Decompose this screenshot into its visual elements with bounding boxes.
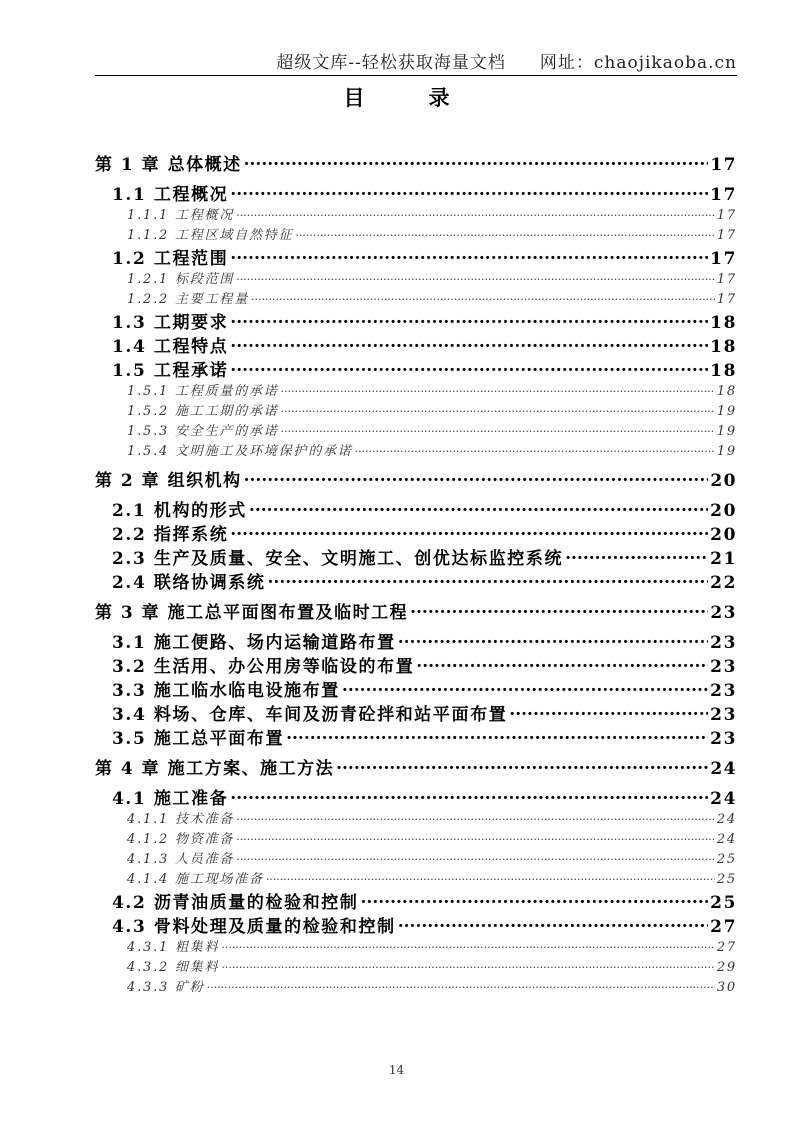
dot-leader (281, 383, 715, 395)
toc-entry-page: 20 (710, 471, 737, 491)
dot-leader (230, 788, 708, 804)
toc-entry-page: 23 (710, 633, 737, 653)
toc-entry-label: 4.3.1 粗集料 (127, 940, 220, 955)
toc-entry-page: 18 (710, 337, 737, 357)
toc-entry-page: 21 (710, 549, 737, 569)
dot-leader (236, 271, 715, 283)
toc-entry-page: 19 (716, 404, 737, 419)
toc-entry-section[interactable] (95, 544, 737, 568)
toc-entry-section[interactable] (95, 676, 737, 700)
toc-entry-sub[interactable] (95, 380, 737, 400)
dot-leader (342, 680, 708, 696)
toc-entry-page: 20 (710, 501, 737, 521)
toc-entry-section[interactable] (95, 356, 737, 380)
toc-entry-page: 24 (716, 832, 737, 847)
dot-leader (244, 154, 709, 170)
header-url: 网址：chaojikaoba.cn (539, 53, 737, 73)
toc-entry-page: 25 (716, 852, 737, 867)
toc-entry-section[interactable] (95, 652, 737, 676)
toc-entry-sub[interactable] (95, 956, 737, 976)
toc-entry-label: 1.1.1 工程概况 (127, 208, 235, 223)
dot-leader (565, 548, 708, 564)
title-char-1: 目 (343, 85, 365, 110)
dot-leader (509, 704, 708, 720)
toc-entry-page: 17 (716, 208, 737, 223)
dot-leader (236, 851, 715, 863)
toc-entry-page: 23 (710, 657, 737, 677)
toc-entry-label: 4.1.1 技术准备 (127, 812, 235, 827)
toc-entry-section[interactable] (95, 308, 737, 332)
toc-entry-label: 4.2 沥青油质量的检验和控制 (112, 893, 359, 913)
toc-entry-page: 17 (716, 292, 737, 307)
dot-leader (268, 572, 709, 588)
toc-entry-label: 4.1 施工准备 (112, 789, 229, 809)
toc-entry-label: 1.1 工程概况 (112, 185, 229, 205)
toc-entry-page: 17 (716, 228, 737, 243)
toc-entry-page: 27 (710, 917, 737, 937)
toc-entry-chapter[interactable] (95, 150, 737, 180)
toc-entry-sub[interactable] (95, 868, 737, 888)
toc-entry-label: 4.3 骨料处理及质量的检验和控制 (112, 917, 396, 937)
toc-entry-label: 3.2 生活用、办公用房等临设的布置 (112, 657, 415, 677)
toc-entry-chapter[interactable] (95, 598, 737, 628)
dot-leader (221, 939, 714, 951)
dot-leader (236, 207, 715, 219)
toc-entry-label: 3.3 施工临水临电设施布置 (112, 681, 340, 701)
toc-entry-label: 2.3 生产及质量、安全、文明施工、创优达标监控系统 (112, 549, 564, 569)
toc-entry-page: 17 (710, 155, 737, 175)
toc-entry-sub[interactable] (95, 268, 737, 288)
dot-leader (230, 184, 708, 200)
toc-entry-section[interactable] (95, 784, 737, 808)
toc-entry-page: 22 (710, 573, 737, 593)
toc-entry-label: 4.1.3 人员准备 (127, 852, 235, 867)
toc-entry-sub[interactable] (95, 288, 737, 308)
dot-leader (230, 524, 708, 540)
toc-entry-page: 18 (716, 384, 737, 399)
dot-leader (361, 892, 709, 908)
toc-entry-page: 27 (716, 940, 737, 955)
dot-leader (236, 831, 715, 843)
toc-entry-page: 17 (710, 185, 737, 205)
toc-entry-section[interactable] (95, 244, 737, 268)
toc-entry-label: 2.2 指挥系统 (112, 525, 229, 545)
toc-entry-label: 1.2.2 主要工程量 (127, 292, 250, 307)
toc-entry-sub[interactable] (95, 976, 737, 996)
toc-entry-page: 17 (710, 249, 737, 269)
dot-leader (295, 227, 714, 239)
chapter-spacer (95, 460, 737, 464)
toc-entry-page: 18 (710, 313, 737, 333)
page-number: 14 (388, 1063, 405, 1077)
toc-entry-label: 4.1.4 施工现场准备 (127, 872, 264, 887)
toc-entry-page: 25 (710, 893, 737, 913)
dot-leader (230, 248, 708, 264)
toc-entry-page: 24 (710, 759, 737, 779)
header-divider (95, 75, 737, 76)
toc-entry-sub[interactable] (95, 204, 737, 224)
toc-entry-section[interactable] (95, 568, 737, 592)
toc-entry-page: 23 (710, 705, 737, 725)
toc-entry-section[interactable] (95, 700, 737, 724)
toc-entry-label: 3.5 施工总平面布置 (112, 729, 285, 749)
toc-entry-label: 1.5.1 工程质量的承诺 (127, 384, 279, 399)
dot-leader (398, 916, 708, 932)
toc-entry-page: 30 (716, 980, 737, 995)
dot-leader (416, 656, 708, 672)
dot-leader (281, 423, 715, 435)
toc-entry-label: 1.2 工程范围 (112, 249, 229, 269)
toc-entry-section[interactable] (95, 496, 737, 520)
toc-entry-chapter[interactable] (95, 754, 737, 784)
toc-entry-label: 2.4 联络协调系统 (112, 573, 266, 593)
dot-leader (207, 979, 715, 991)
toc-entry-label: 第 1 章 总体概述 (95, 155, 242, 175)
toc-entry-label: 1.2.1 标段范围 (127, 272, 235, 287)
toc-entry-sub[interactable] (95, 224, 737, 244)
toc-entry-section[interactable] (95, 628, 737, 652)
toc-entry-page: 23 (710, 603, 737, 623)
dot-leader (281, 403, 715, 415)
toc-entry-sub[interactable] (95, 440, 737, 460)
toc-entry-page: 18 (710, 361, 737, 381)
toc-entry-section[interactable] (95, 180, 737, 204)
toc-entry-label: 1.5.3 安全生产的承诺 (127, 424, 279, 439)
toc-entry-label: 第 4 章 施工方案、施工方法 (95, 759, 335, 779)
toc-entry-label: 第 2 章 组织机构 (95, 471, 242, 491)
toc-entry-section[interactable] (95, 888, 737, 912)
toc-entry-sub[interactable] (95, 936, 737, 956)
table-of-contents (95, 148, 737, 996)
toc-entry-label: 1.5.4 文明施工及环境保护的承诺 (127, 444, 353, 459)
toc-entry-page: 25 (716, 872, 737, 887)
dot-leader (244, 470, 709, 486)
toc-entry-sub[interactable] (95, 828, 737, 848)
dot-leader (398, 632, 708, 648)
toc-entry-label: 第 3 章 施工总平面图布置及临时工程 (95, 603, 409, 623)
dot-leader (221, 959, 714, 971)
toc-entry-label: 4.1.2 物资准备 (127, 832, 235, 847)
toc-entry-page: 19 (716, 444, 737, 459)
toc-entry-section[interactable] (95, 724, 737, 748)
dot-leader (410, 602, 708, 618)
page-title (0, 82, 793, 112)
dot-leader (286, 728, 708, 744)
toc-entry-label: 3.4 料场、仓库、车间及沥青砼拌和站平面布置 (112, 705, 508, 725)
toc-entry-sub[interactable] (95, 420, 737, 440)
toc-entry-section[interactable] (95, 332, 737, 356)
dot-leader (266, 871, 715, 883)
toc-entry-page: 19 (716, 424, 737, 439)
toc-entry-page: 23 (710, 681, 737, 701)
toc-entry-page: 29 (716, 960, 737, 975)
toc-entry-page: 20 (710, 525, 737, 545)
dot-leader (236, 811, 715, 823)
dot-leader (230, 336, 708, 352)
toc-entry-page: 24 (710, 789, 737, 809)
toc-entry-sub[interactable] (95, 808, 737, 828)
toc-entry-label: 4.3.3 矿粉 (127, 980, 205, 995)
toc-entry-sub[interactable] (95, 400, 737, 420)
toc-entry-label: 2.1 机构的形式 (112, 501, 247, 521)
toc-entry-label: 4.3.2 细集料 (127, 960, 220, 975)
toc-entry-section[interactable] (95, 520, 737, 544)
header-site-name: 超级文库--轻松获取海量文档 (276, 53, 506, 73)
page-header (95, 48, 737, 74)
title-char-2: 录 (428, 85, 450, 110)
toc-entry-section[interactable] (95, 912, 737, 936)
dot-leader (230, 360, 708, 376)
dot-leader (251, 291, 715, 303)
toc-entry-sub[interactable] (95, 848, 737, 868)
toc-entry-label: 1.5.2 施工工期的承诺 (127, 404, 279, 419)
dot-leader (336, 758, 708, 774)
dot-leader (249, 500, 708, 516)
toc-entry-label: 3.1 施工便路、场内运输道路布置 (112, 633, 396, 653)
toc-entry-chapter[interactable] (95, 466, 737, 496)
toc-entry-page: 24 (716, 812, 737, 827)
dot-leader (355, 443, 715, 455)
toc-entry-label: 1.1.2 工程区域自然特征 (127, 228, 294, 243)
toc-entry-label: 1.3 工期要求 (112, 313, 229, 333)
toc-entry-page: 23 (710, 729, 737, 749)
toc-entry-page: 17 (716, 272, 737, 287)
dot-leader (230, 312, 708, 328)
toc-entry-label: 1.5 工程承诺 (112, 361, 229, 381)
toc-entry-label: 1.4 工程特点 (112, 337, 229, 357)
